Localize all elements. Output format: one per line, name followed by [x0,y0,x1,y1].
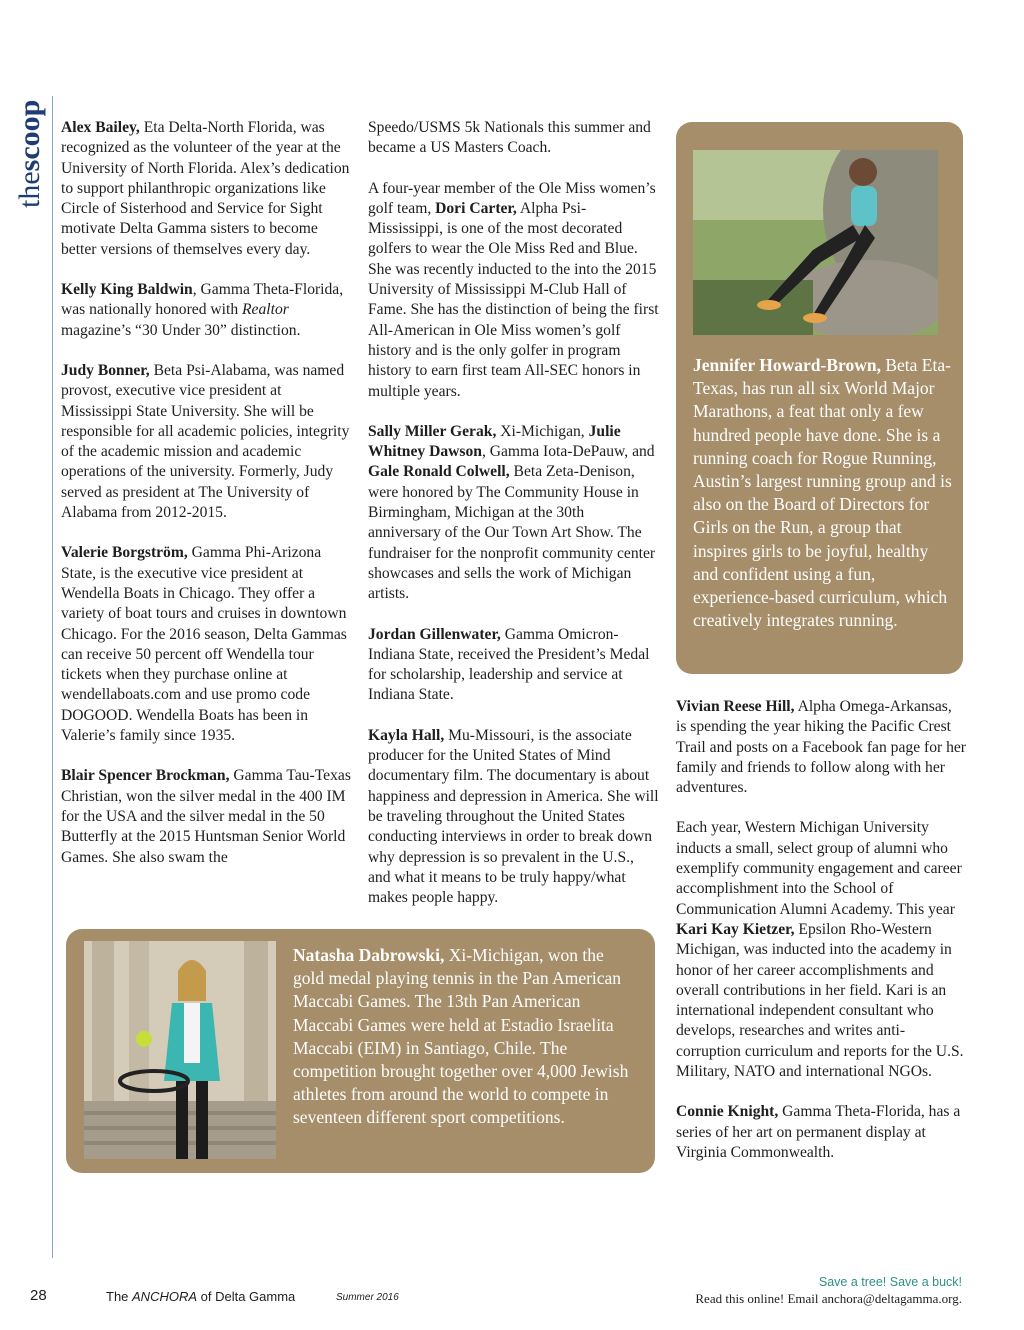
item-name: Alex Bailey, [61,119,140,136]
issue-season: Summer 2016 [336,1292,399,1303]
feature-name: Natasha Dabrowski, [293,945,445,965]
item-text: Gamma Theta-Florida, has a series of her art on permanent display at Virginia Commonwealth. [676,1103,961,1161]
runner-photo-illustration [693,150,938,335]
tennis-photo-illustration [84,941,276,1159]
item-text: Gamma Omicron-Indiana State, received the President’s Medal for scholarship, leadership and service at Indiana State. [368,625,650,704]
feature-name: Jennifer Howard-Brown, [693,355,881,375]
item-text: A four-year member of the Ole Miss women’s golf team, [368,179,656,217]
item-name: Gale Ronald Colwell, [368,463,510,481]
save-a-tree-note: Save a tree! Save a buck! [818,1275,962,1289]
item-text: , Gamma Iota-DePauw, and [481,443,655,461]
feature-text: Beta Eta-Texas, has run all six World Major Marathons, a feat that only a few hundred people have done. She is a running coach for Rogue Running, Austin’s largest running group and is also on the Board of Directors for Girls on the Run, a group that inspires girls to be joyful, healthy and confident using a fun, experience-based curriculum, which creatively integrates running. [693,355,952,631]
item-text: Mu-Missouri, is the associate producer for the United States of Mind documentary film. The documentary is about happiness and depression in America. She will be traveling throughout the United States conducting interviews in order to break down why depression is so prevalent in the U.S., and what it means to be truly happy/what makes people happy. [368,726,659,907]
item-text: Gamma Phi-Arizona State, is the executive vice president at Wendella Boats in Chicago. They offer a variety of boat tours and cruises in downtown Chicago. For the 2016 season, Delta Gammas can receive 50 percent off Wendella tour tickets when they purchase online at wendellaboats.com and use promo code DOGOOD. Wendella Boats has been in Valerie’s family since 1935. [61,544,347,745]
item-connie-knight [676,1102,966,1163]
column-3 [676,697,966,1183]
item-name: Kayla Hall, [368,726,445,744]
pub-text: of Delta Gamma [197,1289,296,1304]
read-online-note: Read this online! Email anchora@deltagamma.org. [695,1291,962,1306]
item-sally-miller-gerak [368,422,660,605]
pub-italic: ANCHORA [132,1289,198,1304]
item-name: Dori Carter, [435,199,517,217]
item-kelly-king-baldwin [61,280,353,341]
item-name: Judy Bonner, [61,361,150,379]
section-label-the: the [13,171,46,208]
runner-photo [693,150,938,335]
item-brockman-continued [368,118,660,159]
item-text: Gamma Tau-Texas Christian, won the silver medal in the 400 IM for the USA and the silver medal in the 50 Butterfly at the 2015 Huntsman Senior World Games. She also swam the [61,767,351,866]
publication-title [106,1289,295,1304]
item-text: Beta Psi-Alabama, was named provost, executive vice president at Mississippi State University. She will be responsible for all academic policies, integrity of the academic mission and academic operations of the university. Formerly, Judy served as president at The University of Alabama from 2012-2015. [61,361,350,522]
pub-text: The [106,1289,133,1304]
item-text: Beta Zeta-Denison, were honored by The Community House in Birmingham, Michigan at the 30th anniversary of the Our Town Art Show. The fundraiser for the nonprofit community center showcases and sells the work of Michigan artists. [368,463,656,603]
feature-text: Xi-Michigan, won the gold medal playing tennis in the Pan American Maccabi Games. The 13th Pan American Maccabi Games were held at Estadio Israelita Maccabi (EIM) in Santiago, Chile. The competition brought together over 4,000 Jewish athletes from around the world to compete in seventeen different sport competitions. [293,945,629,1128]
item-name: Sally Miller Gerak, [368,422,497,440]
page-number: 28 [30,1287,47,1304]
feature-text-natasha-dabrowski [293,944,638,1130]
item-name: Blair Spencer Brockman, [61,767,230,785]
item-name: Jordan Gillenwater, [368,625,501,643]
item-name: Connie Knight, [676,1103,779,1121]
tennis-photo [84,941,276,1159]
margin-rule [52,96,53,1258]
section-label [12,88,48,208]
item-text: Each year, Western Michigan University inducts a small, select group of alumni who exemplify community engagement and career accomplishment into the School of Communication Alumni Academy. This year [676,819,962,918]
item-text: Eta Delta-North Florida, was recognized as the volunteer of the year at the University of North Florida. Alex’s dedication to support philanthropic organizations like Circle of Sisterhood and Service for Sight motivate Delta Gamma sisters to become better versions of themselves every day. [61,119,350,258]
item-blair-spencer-brockman [61,766,353,867]
section-label-scoop: scoop [13,99,46,172]
item-dori-carter [368,179,660,402]
item-text: Xi-Michigan, [496,422,589,440]
feature-text-jennifer-howard-brown [693,354,955,632]
item-name: Julie Whitney Dawson [368,422,621,461]
item-text: , Gamma Theta-Florida, was nationally honored with [61,281,344,319]
item-jordan-gillenwater [368,625,660,706]
item-text: Epsilon Rho-Western Michigan, was inducted into the academy in honor of her career accomplishments and overall contributions in her field. Kari is an international independent consultant who develops, researches and writes anti-corruption curriculum and reports for the U.S. Military, NATO and international NGOs. [676,920,964,1081]
item-text: Speedo/USMS 5k Nationals this summer and became a US Masters Coach. [368,119,651,157]
item-alex-bailey [61,118,353,260]
column-2 [368,118,660,928]
item-name: Valerie Borgström, [61,544,188,562]
item-judy-bonner [61,361,353,523]
column-1 [61,118,353,888]
item-vivian-reese-hill [676,697,966,798]
item-text: magazine’s “30 Under 30” distinction. [61,321,301,339]
item-name: Kari Kay Kietzer, [676,920,795,938]
item-text: Alpha Omega-Arkansas, is spending the year hiking the Pacific Crest Trail and posts on a Facebook fan page for her family and friends to follow along with her adventures. [676,698,966,797]
item-italic: Realtor [242,301,289,319]
item-text: Alpha Psi-Mississippi, is one of the most decorated golfers to wear the Ole Miss Red and Blue. She was recently inducted to the into the 2015 University of Mississippi M-Club Hall of Fame. She has the distinction of being the first All-American in Ole Miss women’s golf history and is the only golfer in program history to earn first team All-SEC honors in multiple years. [368,199,659,400]
item-valerie-borgstrom [61,543,353,746]
item-name: Vivian Reese Hill, [676,698,795,715]
item-name: Kelly King Baldwin [61,281,193,299]
item-kari-kay-kietzer [676,818,966,1082]
item-kayla-hall [368,726,660,909]
